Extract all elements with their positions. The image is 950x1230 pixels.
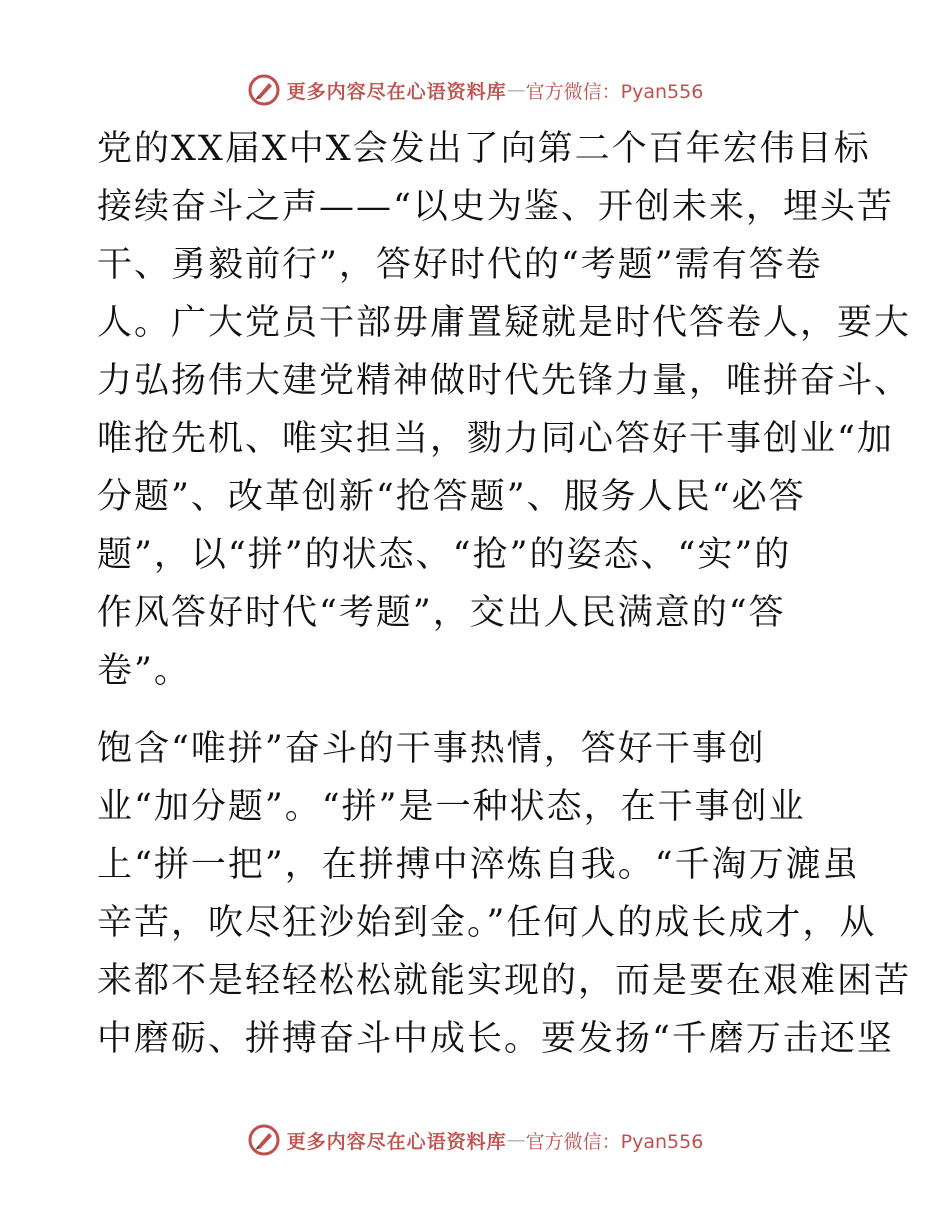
paragraph-gap	[97, 700, 857, 720]
text-line: 来都不是轻轻松松就能实现的，而是要在艰难困苦	[97, 961, 912, 1001]
text-line: 辛苦，吹尽狂沙始到金。”任何人的成长成才，从	[97, 903, 877, 943]
wechat-id: 官方微信：Pyan556	[525, 80, 704, 103]
text-line: 唯抢先机、唯实担当，勠力同心答好干事创业“加	[97, 419, 894, 459]
pen-nib-circle-icon	[247, 73, 281, 107]
text-line: 人。广大党员干部毋庸置疑就是时代答卷人，要大	[97, 303, 912, 343]
text-line: 力弘扬伟大建党精神做时代先锋力量，唯拼奋斗、	[97, 361, 912, 401]
banner-separator: —	[506, 1129, 526, 1151]
text-line: 上“拼一把”，在拼搏中淬炼自我。“千淘万漉虽	[97, 845, 860, 885]
text-line: 卷”。	[97, 651, 191, 691]
header-banner	[0, 70, 950, 110]
pen-nib-circle-icon	[247, 1123, 281, 1157]
text-line: 中磨砺、拼搏奋斗中成长。要发扬“千磨万击还坚	[97, 1019, 894, 1059]
footer-banner	[0, 1120, 950, 1160]
site-name: 更多内容尽在心语资料库	[286, 80, 507, 103]
text-line: 干、勇毅前行”，答好时代的“考题”需有答卷	[97, 245, 823, 285]
text-line: 饱含“唯拼”奋斗的干事热情，答好干事创	[97, 729, 766, 769]
document-body	[97, 120, 912, 1068]
banner-separator: —	[506, 79, 526, 101]
paragraph	[97, 720, 912, 1068]
text-line: 分题”、改革创新“抢答题”、服务人民“必答	[97, 477, 806, 517]
text-line: 题”，以“拼”的状态、“抢”的姿态、“实”的	[97, 535, 792, 575]
text-line: 业“加分题”。“拼”是一种状态，在干事创业	[97, 787, 806, 827]
paragraph	[97, 120, 912, 700]
text-line: 作风答好时代“考题”，交出人民满意的“答	[97, 593, 786, 633]
text-line: 接续奋斗之声——“以史为鉴、开创未来，埋头苦	[97, 187, 894, 227]
text-line: 党的XX届X中X会发出了向第二个百年宏伟目标	[97, 129, 871, 169]
site-name: 更多内容尽在心语资料库	[286, 1130, 507, 1153]
wechat-id: 官方微信：Pyan556	[525, 1130, 704, 1153]
